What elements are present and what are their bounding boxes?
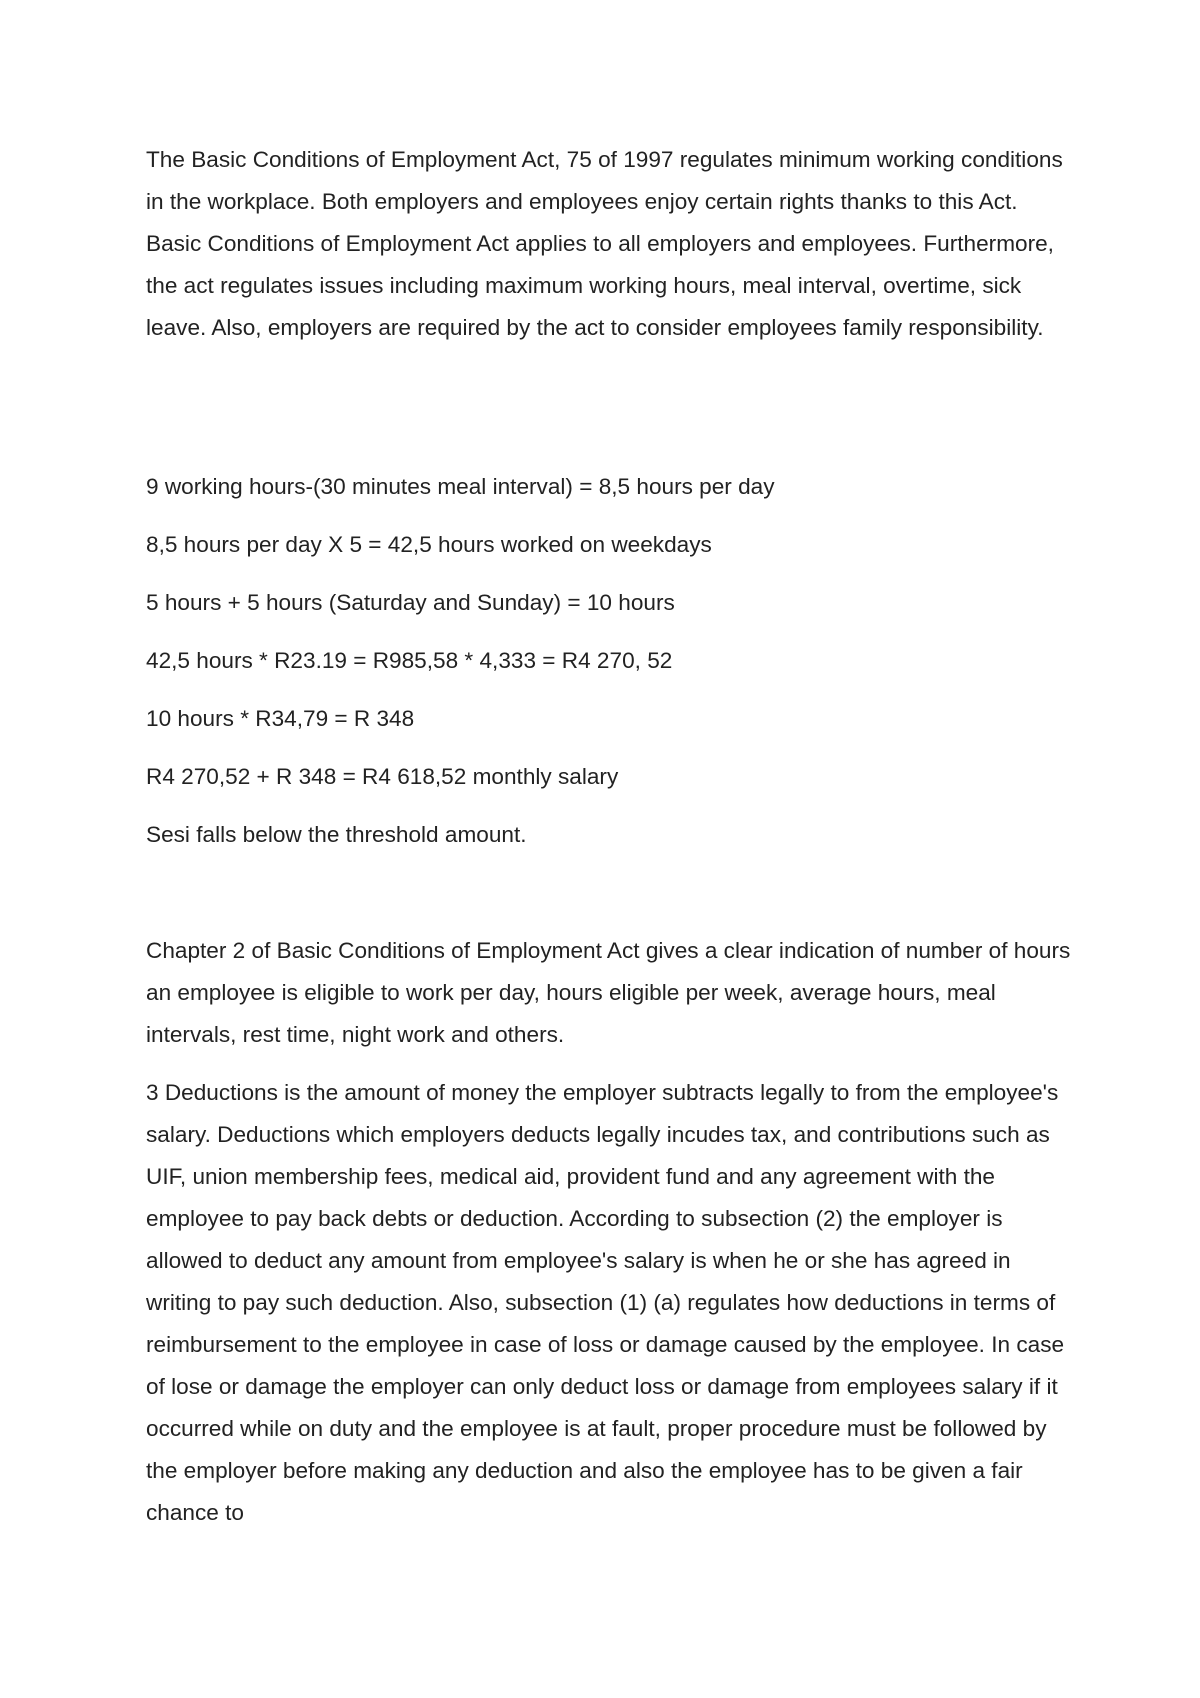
calculation-line-meal-interval: 9 working hours-(30 minutes meal interval) = 8,5 hours per day <box>146 474 775 499</box>
deductions-paragraph: 3 Deductions is the amount of money the employer subtracts legally to from the employee's salary. Deductions which employers deducts legally incudes tax, and contributions such as UIF, union membership fees, medical aid, provident fund and any agreement with the employee to pay back debts or deduction. According to subsection (2) the employer is allowed to deduct any amount from employee's salary is when he or she has agreed in writing to pay such deduction. Also, subsection (1) (a) regulates how deductions in terms of reimbursement to the employee in case of loss or damage caused by the employee. In case of lose or damage the employer can only deduct loss or damage from employees salary if it occurred while on duty and the employee is at fault, proper procedure must be followed by the employer before making any deduction and also the employee has to be given a fair chance to <box>146 1080 1065 1525</box>
calculation-line-conclusion: Sesi falls below the threshold amount. <box>146 822 527 847</box>
calculation-line-weekend-hours: 5 hours + 5 hours (Saturday and Sunday) = 10 hours <box>146 590 675 615</box>
calculation-line-weekend-pay: 10 hours * R34,79 = R 348 <box>146 706 415 731</box>
calculation-line-monthly-salary: R4 270,52 + R 348 = R4 618,52 monthly salary <box>146 764 619 789</box>
chapter-2-paragraph: Chapter 2 of Basic Conditions of Employment Act gives a clear indication of number of hours an employee is eligible to work per day, hours eligible per week, average hours, meal intervals, rest time, night work and others. <box>146 938 1071 1047</box>
intro-paragraph: The Basic Conditions of Employment Act, 75 of 1997 regulates minimum working conditions in the workplace. Both employers and employees enjoy certain rights thanks to this Act. Basic Conditions of Employment Act applies to all employers and employees. Furthermore, the act regulates issues including maximum working hours, meal interval, overtime, sick leave. Also, employers are required by the act to consider employees family responsibility. <box>146 147 1063 340</box>
calculation-line-weekday-hours: 8,5 hours per day X 5 = 42,5 hours worked on weekdays <box>146 532 712 557</box>
calculation-line-weekday-pay: 42,5 hours * R23.19 = R985,58 * 4,333 = R4 270, 52 <box>146 648 673 673</box>
